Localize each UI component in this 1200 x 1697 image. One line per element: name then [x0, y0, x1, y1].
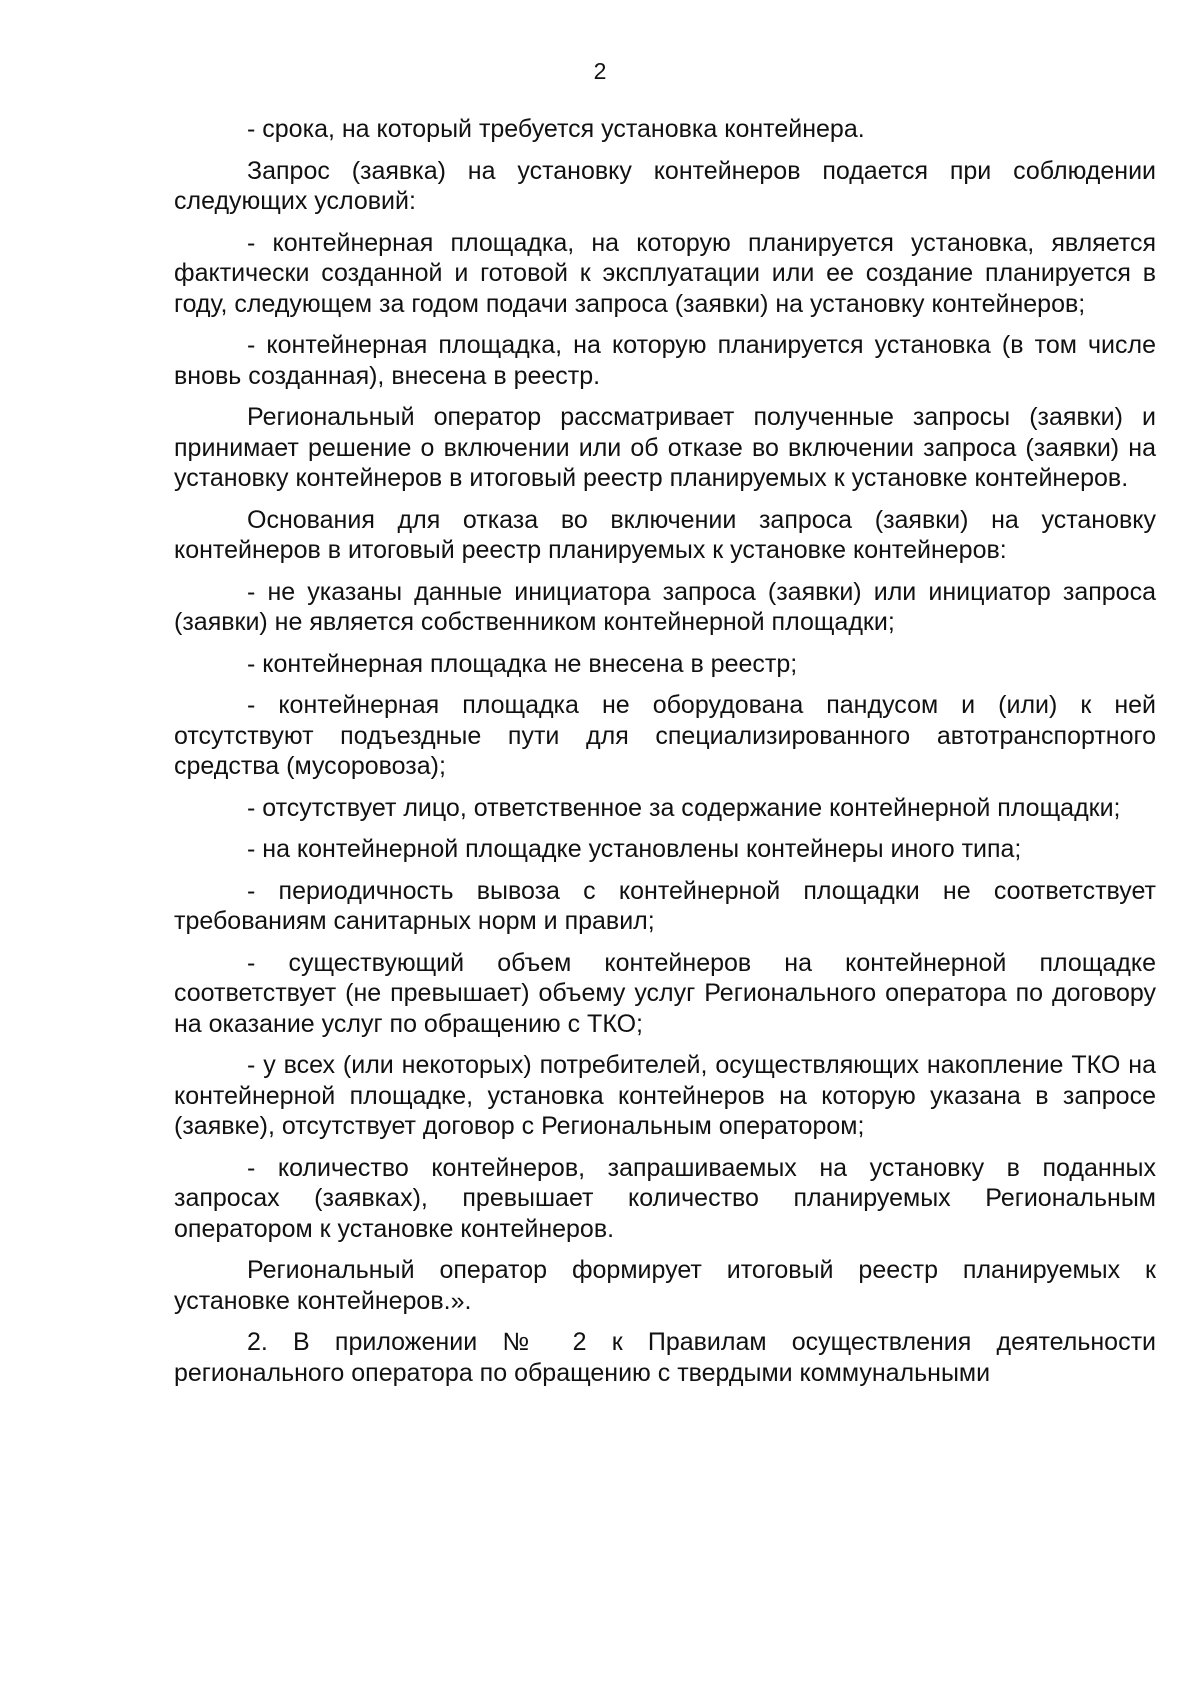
page-number: 2 [593, 58, 607, 84]
document-body [174, 114, 1156, 1399]
paragraph-site-in-registry: - контейнерная площадка, на которую планируется установка (в том числе вновь созданная), внесена в реестр. [174, 331, 1156, 390]
paragraph-initiator-data: - не указаны данные инициатора запроса (заявки) или инициатор запроса (заявки) не является собственником контейнерной площадки; [174, 577, 1156, 636]
paragraph-existing-volume: - существующий объем контейнеров на контейнерной площадке соответствует (не превышает) объему услуг Регионального оператора по договору на оказание услуг по обращению с ТКО; [174, 948, 1156, 1038]
paragraph-final-registry: Региональный оператор формирует итоговый реестр планируемых к установке контейнеров.». [174, 1256, 1156, 1315]
paragraph-no-responsible: - отсутствует лицо, ответственное за содержание контейнерной площадки; [247, 793, 1121, 822]
paragraph-no-ramp: - контейнерная площадка не оборудована пандусом и (или) к ней отсутствуют подъездные пути для специализированного автотранспортного средства (мусоровоза); [174, 691, 1156, 780]
paragraph-no-contract: - у всех (или некоторых) потребителей, осуществляющих накопление ТКО на контейнерной площадке, установка контейнеров на которую указана в запросе (заявке), отсутствует договор с Региональным оператором; [174, 1051, 1156, 1140]
paragraph-appendix-2: 2. В приложении № 2 к Правилам осуществления деятельности регионального оператора по обращению с твердыми коммунальными [174, 1328, 1156, 1387]
paragraph-operator-decision: Региональный оператор рассматривает полученные запросы (заявки) и принимает решение о включении или об отказе во включении запроса (заявки) на установку контейнеров в итоговый реестр планируемых к установке контейнеров. [174, 403, 1156, 492]
paragraph-not-in-registry: - контейнерная площадка не внесена в реестр; [247, 649, 798, 678]
paragraph-other-type: - на контейнерной площадке установлены контейнеры иного типа; [247, 835, 1022, 863]
paragraph-removal-frequency: - периодичность вывоза с контейнерной площадки не соответствует требованиям санитарных норм и правил; [174, 876, 1156, 935]
paragraph-term-of-installation: - срока, на который требуется установка контейнера. [247, 115, 865, 143]
paragraph-site-created: - контейнерная площадка, на которую планируется установка, является фактически созданной и готовой к эксплуатации или ее создание планируется в году, следующем за годом подачи запроса (заявки) на установку контейнеров; [174, 228, 1156, 318]
paragraph-quantity-exceeds: - количество контейнеров, запрашиваемых на установку в поданных запросах (заявках), превышает количество планируемых Региональным оператором к установке контейнеров. [174, 1153, 1156, 1243]
paragraph-refusal-grounds: Основания для отказа во включении запроса (заявки) на установку контейнеров в итоговый реестр планируемых к установке контейнеров: [174, 505, 1156, 564]
paragraph-request-conditions: Запрос (заявка) на установку контейнеров подается при соблюдении следующих условий: [174, 156, 1156, 215]
